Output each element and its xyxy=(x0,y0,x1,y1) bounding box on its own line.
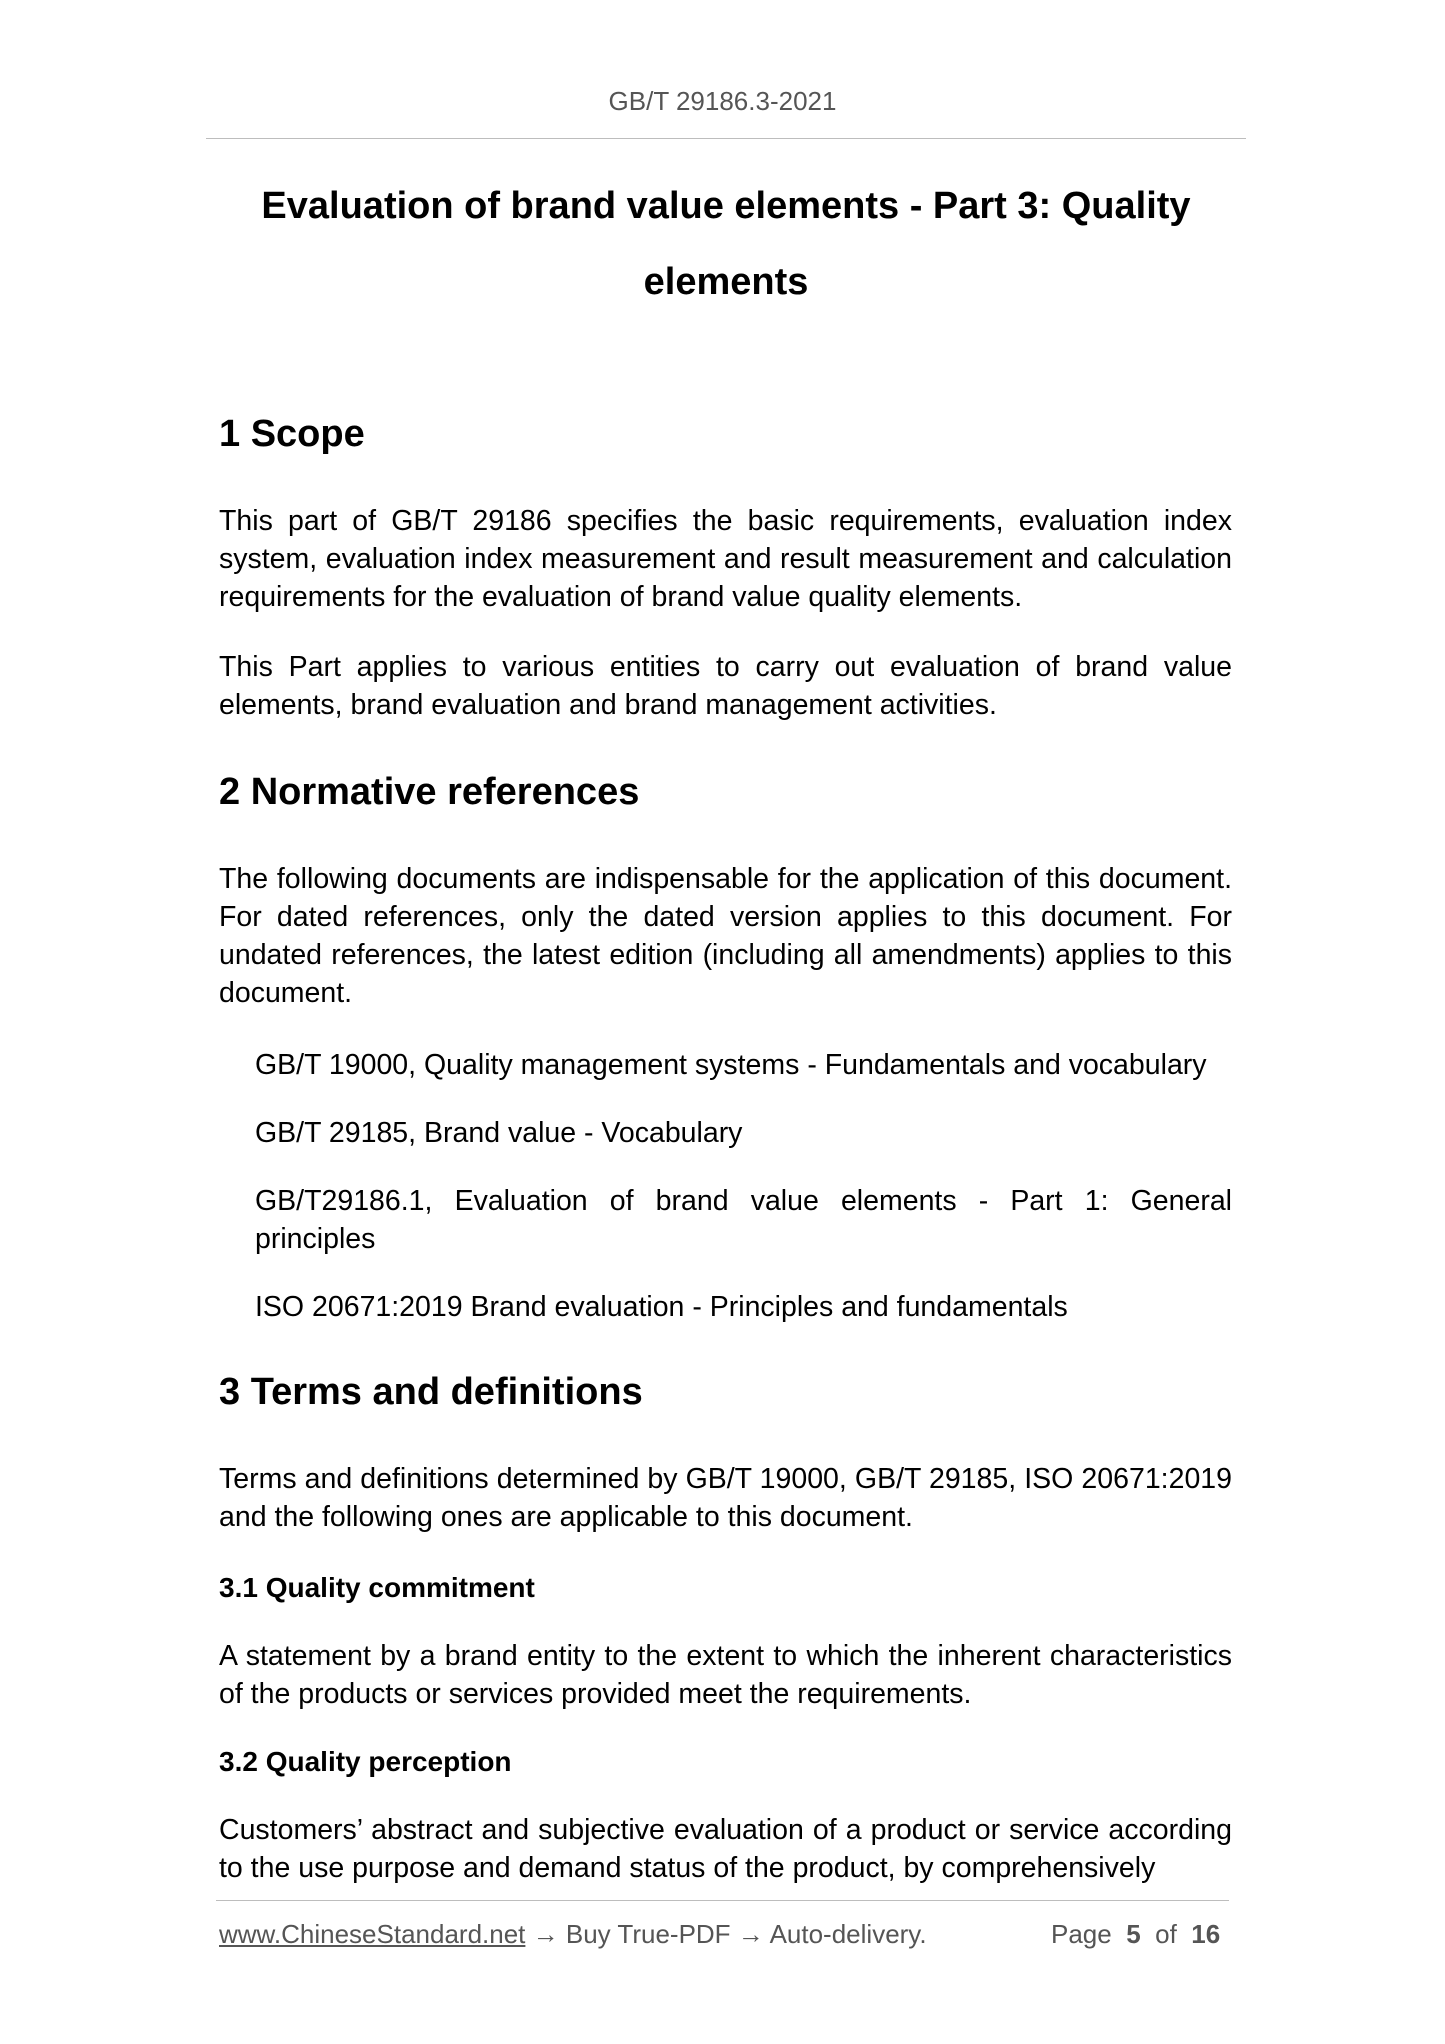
scope-paragraph-1: This part of GB/T 29186 specifies the basic requirements, evaluation index system, evaluation index measurement and result measurement and calculation requirements for the evaluation of brand value quality elements. xyxy=(219,505,1232,613)
section-heading-scope: 1 Scope xyxy=(219,413,365,455)
page-label: Page xyxy=(1051,1919,1112,1949)
running-header: GB/T 29186.3-2021 xyxy=(608,86,837,116)
normative-reference-item: GB/T29186.1, Evaluation of brand value elements - Part 1: General principles xyxy=(255,1185,1232,1255)
section-heading-normative-references: 2 Normative references xyxy=(219,771,640,813)
total-page-number: 16 xyxy=(1191,1919,1221,1949)
normative-reference-item: ISO 20671:2019 Brand evaluation - Principles and fundamentals xyxy=(255,1291,1068,1323)
term-definition-quality-commitment: A statement by a brand entity to the extent to which the inherent characteristics of the products or services provided meet the requirements. xyxy=(219,1640,1232,1710)
section-heading-terms-definitions: 3 Terms and definitions xyxy=(219,1371,643,1413)
document-title-line2: elements xyxy=(643,261,809,303)
page-number xyxy=(1051,1917,1220,1951)
normative-reference-item: GB/T 29185, Brand value - Vocabulary xyxy=(255,1117,743,1149)
current-page-number: 5 xyxy=(1126,1919,1141,1949)
scope-paragraph-2: This Part applies to various entities to carry out evaluation of brand value elements, brand evaluation and brand management activities. xyxy=(219,651,1232,721)
footer-promo xyxy=(219,1917,927,1951)
term-heading-quality-commitment: 3.1 Quality commitment xyxy=(219,1572,535,1603)
footer-tagline: → Buy True-PDF → Auto-delivery. xyxy=(525,1919,927,1949)
terms-intro-paragraph: Terms and definitions determined by GB/T 19000, GB/T 29185, ISO 20671:2019 and the following ones are applicable to this document. xyxy=(219,1463,1232,1533)
normative-reference-item: GB/T 19000, Quality management systems - Fundamentals and vocabulary xyxy=(255,1049,1207,1081)
document-title xyxy=(206,168,1246,320)
header-rule xyxy=(206,138,1246,139)
document-title-line1: Evaluation of brand value elements - Part 3: Quality xyxy=(261,185,1191,227)
footer-rule xyxy=(216,1900,1229,1901)
normative-intro-paragraph: The following documents are indispensable for the application of this document. For dated references, only the dated version applies to this document. For undated references, the latest edition (including all amendments) applies to this document. xyxy=(219,863,1232,1009)
footer-website-link[interactable]: www.ChineseStandard.net xyxy=(219,1919,526,1949)
term-definition-quality-perception: Customers’ abstract and subjective evaluation of a product or service according to the use purpose and demand status of the product, by comprehensively xyxy=(219,1814,1232,1884)
of-label: of xyxy=(1155,1919,1177,1949)
term-heading-quality-perception: 3.2 Quality perception xyxy=(219,1746,512,1777)
